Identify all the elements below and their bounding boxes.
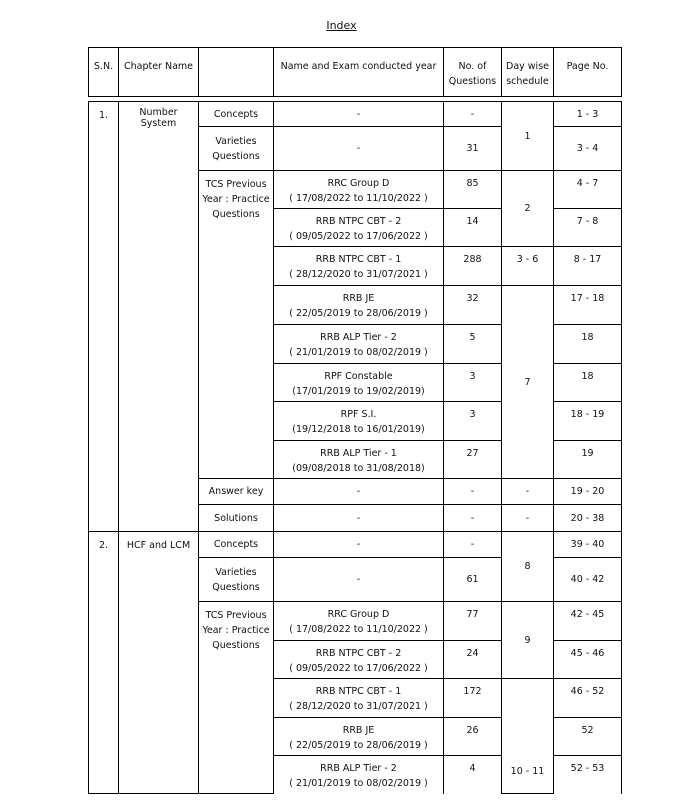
page-cell: 52 - 53: [554, 756, 622, 794]
day-cell: 2: [502, 171, 554, 247]
chapter-name: HCF and LCM: [119, 532, 199, 794]
day-cell: 1: [502, 102, 554, 171]
questions-cell: 3: [444, 364, 502, 402]
page-cell: 45 - 46: [554, 641, 622, 679]
topic-answer-key: Answer key: [199, 479, 274, 505]
topic-varieties: Varieties Questions: [199, 558, 274, 602]
topic-concepts: Concepts: [199, 102, 274, 127]
day-cell: 9: [502, 602, 554, 679]
exam-cell: RRB JE ( 22/05/2019 to 28/06/2019 ): [274, 286, 444, 325]
day-cell: 8: [502, 532, 554, 602]
index-table: [88, 47, 622, 794]
page-cell: 18 - 19: [554, 402, 622, 441]
header-topic: [199, 48, 274, 97]
questions-cell: 85: [444, 171, 502, 209]
exam-cell: -: [274, 558, 444, 602]
day-cell: -: [502, 479, 554, 505]
header-num-questions: No. of Questions: [444, 48, 502, 97]
header-day-schedule: Day wise schedule: [502, 48, 554, 97]
exam-cell: -: [274, 479, 444, 505]
exam-cell: -: [274, 102, 444, 127]
questions-cell: 14: [444, 209, 502, 247]
page-cell: 42 - 45: [554, 602, 622, 641]
exam-cell: RRC Group D ( 17/08/2022 to 11/10/2022 ): [274, 171, 444, 209]
exam-cell: RRC Group D ( 17/08/2022 to 11/10/2022 ): [274, 602, 444, 641]
page-cell: 20 - 38: [554, 505, 622, 532]
topic-tcs-previous: TCS Previous Year : Practice Questions: [199, 602, 274, 794]
questions-cell: 27: [444, 441, 502, 479]
exam-cell: RRB NTPC CBT - 2 ( 09/05/2022 to 17/06/2022 ): [274, 641, 444, 679]
table-row: [89, 532, 622, 558]
page-cell: 52: [554, 718, 622, 756]
chapter-name: Number System: [119, 102, 199, 532]
questions-cell: 3: [444, 402, 502, 441]
day-cell: 10 - 11: [502, 679, 554, 794]
header-page: Page No.: [554, 48, 622, 97]
header-chapter: Chapter Name: [119, 48, 199, 97]
header-row: [89, 48, 622, 97]
questions-cell: 24: [444, 641, 502, 679]
exam-cell: RPF Constable (17/01/2019 to 19/02/2019): [274, 364, 444, 402]
topic-solutions: Solutions: [199, 505, 274, 532]
exam-cell: RRB NTPC CBT - 1 ( 28/12/2020 to 31/07/2021 ): [274, 247, 444, 286]
page-cell: 40 - 42: [554, 558, 622, 602]
page-cell: 39 - 40: [554, 532, 622, 558]
page-cell: 4 - 7: [554, 171, 622, 209]
questions-cell: -: [444, 532, 502, 558]
exam-cell: -: [274, 127, 444, 171]
exam-cell: -: [274, 532, 444, 558]
day-cell: -: [502, 505, 554, 532]
page-cell: 7 - 8: [554, 209, 622, 247]
page-title: Index: [326, 19, 357, 32]
questions-cell: 172: [444, 679, 502, 718]
questions-cell: -: [444, 479, 502, 505]
exam-cell: RRB JE ( 22/05/2019 to 28/06/2019 ): [274, 718, 444, 756]
questions-cell: -: [444, 505, 502, 532]
questions-cell: 32: [444, 286, 502, 325]
exam-cell: RRB NTPC CBT - 2 ( 09/05/2022 to 17/06/2022 ): [274, 209, 444, 247]
page-cell: 19: [554, 441, 622, 479]
questions-cell: 61: [444, 558, 502, 602]
exam-cell: RRB ALP Tier - 2 ( 21/01/2019 to 08/02/2019 ): [274, 325, 444, 364]
exam-cell: -: [274, 505, 444, 532]
page-cell: 18: [554, 364, 622, 402]
day-cell: 3 - 6: [502, 247, 554, 286]
chapter-sn: 1.: [89, 102, 119, 532]
questions-cell: 26: [444, 718, 502, 756]
page-cell: 46 - 52: [554, 679, 622, 718]
exam-cell: RRB ALP Tier - 2 ( 21/01/2019 to 08/02/2019 ): [274, 756, 444, 794]
page-cell: 8 - 17: [554, 247, 622, 286]
questions-cell: 288: [444, 247, 502, 286]
table-row: [89, 102, 622, 127]
day-cell: 7: [502, 286, 554, 479]
page-cell: 3 - 4: [554, 127, 622, 171]
exam-cell: RRB ALP Tier - 1 (09/08/2018 to 31/08/2018): [274, 441, 444, 479]
exam-cell: RPF S.I. (19/12/2018 to 16/01/2019): [274, 402, 444, 441]
questions-cell: 5: [444, 325, 502, 364]
questions-cell: 77: [444, 602, 502, 641]
page-cell: 19 - 20: [554, 479, 622, 505]
questions-cell: 31: [444, 127, 502, 171]
chapter-sn: 2.: [89, 532, 119, 794]
page-cell: 17 - 18: [554, 286, 622, 325]
questions-cell: 4: [444, 756, 502, 794]
page-cell: 1 - 3: [554, 102, 622, 127]
header-sn: S.N.: [89, 48, 119, 97]
header-exam: Name and Exam conducted year: [274, 48, 444, 97]
page-cell: 18: [554, 325, 622, 364]
topic-concepts: Concepts: [199, 532, 274, 558]
questions-cell: -: [444, 102, 502, 127]
topic-varieties: Varieties Questions: [199, 127, 274, 171]
exam-cell: RRB NTPC CBT - 1 ( 28/12/2020 to 31/07/2021 ): [274, 679, 444, 718]
topic-tcs-previous: TCS Previous Year : Practice Questions: [199, 171, 274, 479]
